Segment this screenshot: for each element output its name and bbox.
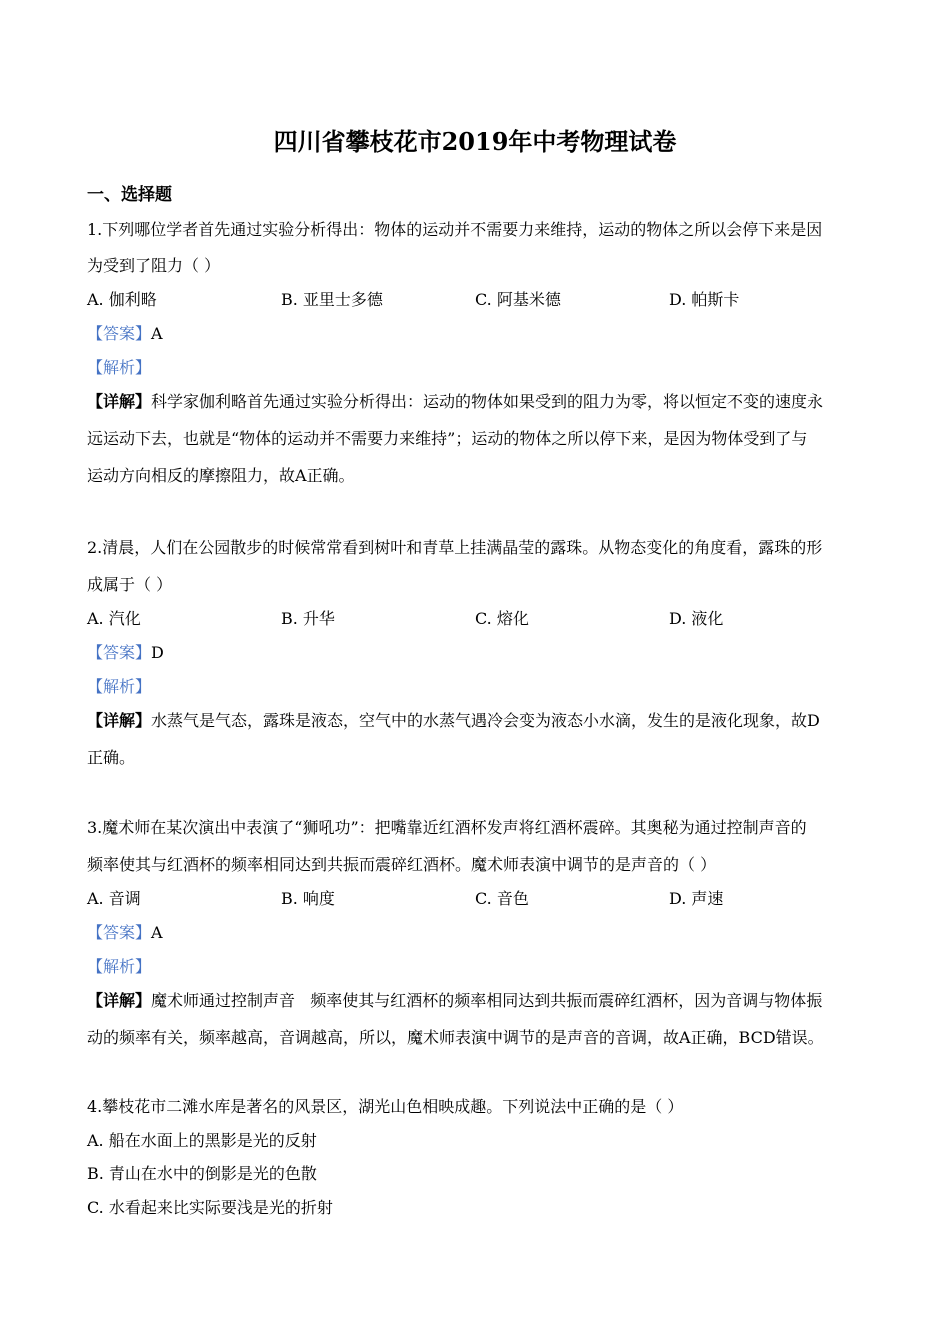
question-2-analysis-tag: 【解析】 [87, 677, 152, 696]
question-2-option-b: B. 升华 [281, 609, 335, 628]
question-1-stem-line-1: 1.下列哪位学者首先通过实验分析得出：物体的运动并不需要力来维持，运动的物体之所以会停下来是因 [87, 220, 823, 239]
question-1-detail-line-3: 运动方向相反的摩擦阻力，故A正确。 [87, 466, 355, 485]
question-3-option-c: C. 音色 [475, 889, 529, 908]
question-2-stem-line-2: 成属于（ ） [87, 575, 173, 594]
question-1-analysis-tag: 【解析】 [87, 358, 152, 377]
question-3-detail-line-1 [87, 988, 822, 1011]
question-1-detail-line-1 [87, 389, 823, 412]
question-4-option-b: B. 青山在水中的倒影是光的色散 [87, 1164, 317, 1183]
question-1-stem-line-2: 为受到了阻力（ ） [87, 256, 221, 275]
detail-tag: 【详解】 [87, 711, 152, 730]
answer-tag: 【答案】 [87, 923, 152, 942]
question-4-option-a: A. 船在水面上的黑影是光的反射 [87, 1131, 317, 1150]
detail-tag: 【详解】 [87, 991, 152, 1010]
question-3-option-b: B. 响度 [281, 889, 335, 908]
question-2-option-c: C. 熔化 [475, 609, 529, 628]
question-4-option-c: C. 水看起来比实际要浅是光的折射 [87, 1198, 333, 1217]
detail-text: 水蒸气是气态，露珠是液态，空气中的水蒸气遇冷会变为液态小水滴，发生的是液化现象，故D [151, 711, 820, 730]
section-heading: 一、选择题 [87, 185, 172, 205]
question-3-stem-line-1: 3.魔术师在某次演出中表演了“狮吼功”：把嘴靠近红酒杯发声将红酒杯震碎。其奥秘为通过控制声音的 [87, 818, 807, 837]
question-1-option-a: A. 伽利略 [87, 290, 157, 309]
page-title: 四川省攀枝花市2019年中考物理试卷 [273, 127, 677, 156]
question-3-answer [87, 920, 163, 943]
question-4-stem-line-1: 4.攀枝花市二滩水库是著名的风景区，湖光山色相映成趣。下列说法中正确的是（ ） [87, 1097, 684, 1116]
question-1-answer [87, 321, 163, 344]
detail-tag: 【详解】 [87, 392, 152, 411]
answer-value: A [151, 324, 163, 343]
question-1-option-c: C. 阿基米德 [475, 290, 561, 309]
question-2-stem-line-1: 2.清晨，人们在公园散步的时候常常看到树叶和青草上挂满晶莹的露珠。从物态变化的角度看，露珠的形 [87, 538, 823, 557]
detail-text: 魔术师通过控制声音 频率使其与红酒杯的频率相同达到共振而震碎红酒杯，因为音调与物体振 [151, 991, 823, 1010]
answer-value: A [151, 923, 163, 942]
answer-tag: 【答案】 [87, 324, 152, 343]
question-3-stem-line-2: 频率使其与红酒杯的频率相同达到共振而震碎红酒杯。魔术师表演中调节的是声音的（ ） [87, 855, 717, 874]
question-2-option-a: A. 汽化 [87, 609, 141, 628]
question-1-option-d: D. 帕斯卡 [669, 290, 740, 309]
answer-tag: 【答案】 [87, 643, 152, 662]
question-1-detail-line-2: 远运动下去，也就是“物体的运动并不需要力来维持”；运动的物体之所以停下来，是因为物体受到了与 [87, 429, 808, 448]
question-3-option-a: A. 音调 [87, 889, 141, 908]
answer-value: D [151, 643, 164, 662]
question-2-option-d: D. 液化 [669, 609, 724, 628]
detail-text: 科学家伽利略首先通过实验分析得出：运动的物体如果受到的阻力为零，将以恒定不变的速度永 [151, 392, 824, 411]
question-3-analysis-tag: 【解析】 [87, 957, 152, 976]
question-3-option-d: D. 声速 [669, 889, 724, 908]
question-3-detail-line-2: 动的频率有关，频率越高，音调越高，所以，魔术师表演中调节的是声音的音调，故A正确，BCD错误。 [87, 1028, 824, 1047]
question-2-detail-line-1 [87, 708, 820, 731]
question-2-answer [87, 640, 164, 663]
question-1-option-b: B. 亚里士多德 [281, 290, 383, 309]
question-2-detail-line-2: 正确。 [87, 748, 136, 767]
